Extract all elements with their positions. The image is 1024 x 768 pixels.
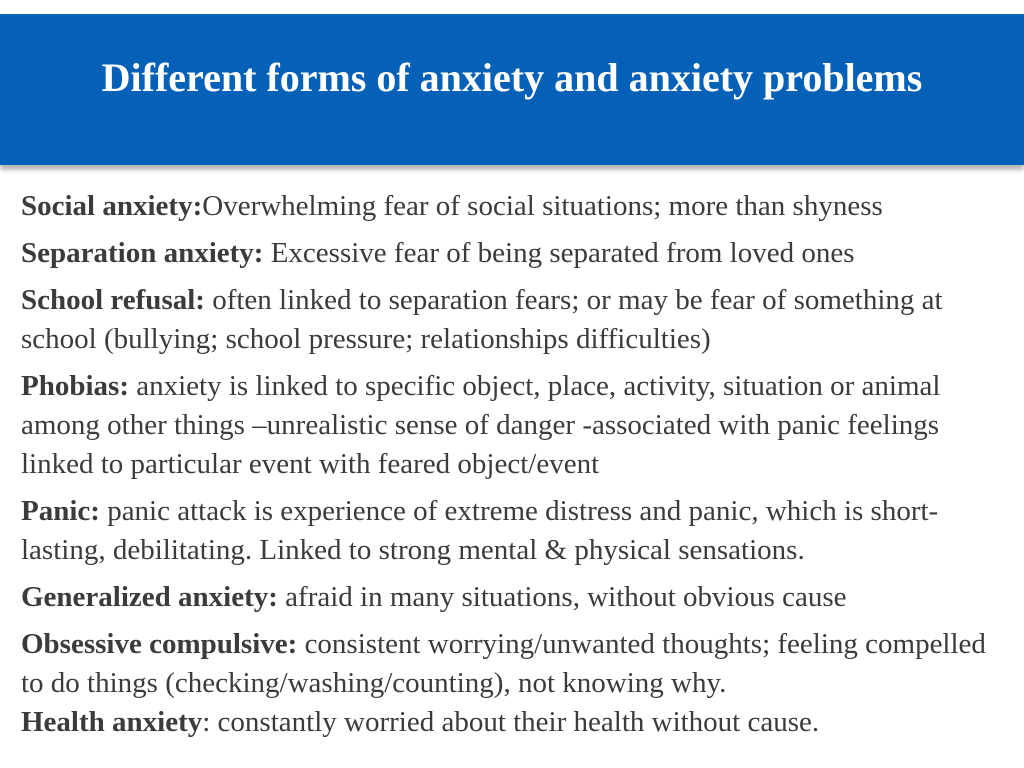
entry-health-anxiety <box>21 703 1006 742</box>
entry-term: Phobias: <box>21 370 129 402</box>
entry-term: Social anxiety: <box>21 190 203 222</box>
entry-term: Panic: <box>21 495 100 527</box>
entry-term: Separation anxiety: <box>21 237 264 269</box>
entry-description: often linked to separation fears; or may be fear of something at school (bullying; school pressure; relationships difficulties) <box>21 284 943 355</box>
entry-generalized-anxiety <box>21 578 1006 617</box>
entry-description: Excessive fear of being separated from loved ones <box>263 237 855 269</box>
entry-term: Generalized anxiety: <box>21 581 278 613</box>
entry-description: consistent worrying/unwanted thoughts; feeling compelled to do things (checking/washing/counting), not knowing why. <box>21 628 986 699</box>
entry-term: Obsessive compulsive: <box>21 628 298 660</box>
entry-school-refusal <box>21 281 1006 359</box>
slide-title: Different forms of anxiety and anxiety problems <box>101 55 923 100</box>
entry-description: Overwhelming fear of social situations; more than shyness <box>202 190 883 222</box>
entry-term: School refusal: <box>21 284 205 316</box>
entry-description: panic attack is experience of extreme distress and panic, which is short-lasting, debilitating. Linked to strong mental & physical sensations. <box>21 495 939 566</box>
entry-separation-anxiety <box>21 234 1006 273</box>
entry-social-anxiety <box>21 187 1006 226</box>
entry-panic <box>21 492 1006 570</box>
entry-obsessive-compulsive <box>21 625 1006 703</box>
anxiety-forms-list <box>21 187 1006 742</box>
entry-description: : constantly worried about their health without cause. <box>202 706 820 738</box>
entry-description: afraid in many situations, without obvious cause <box>277 581 847 613</box>
entry-description: anxiety is linked to specific object, place, activity, situation or animal among other things –unrealistic sense of danger -associated with panic feelings linked to particular event with feared object/event <box>21 370 941 480</box>
entry-term: Health anxiety <box>21 706 203 738</box>
entry-phobias <box>21 367 1006 484</box>
